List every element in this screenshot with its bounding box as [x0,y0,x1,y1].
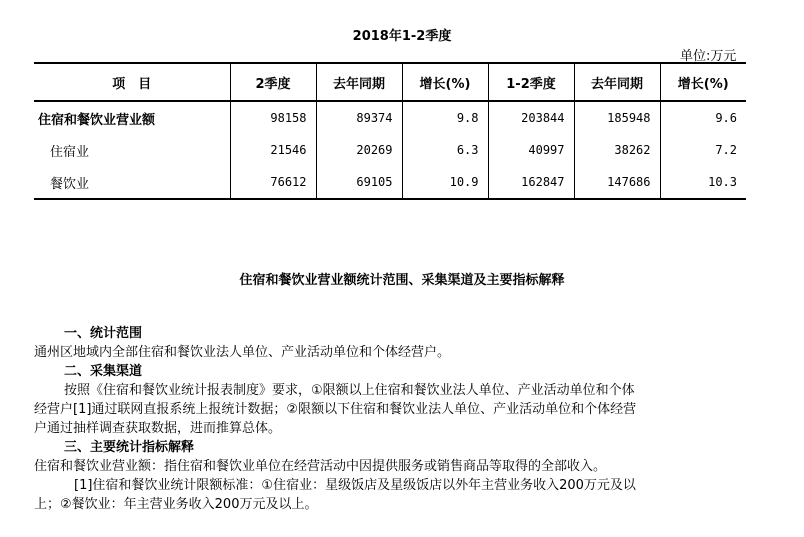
cell: 98158 [230,101,316,134]
section-heading-channel: 二、采集渠道 [64,364,143,379]
table-row [34,101,746,134]
cell: 185948 [574,101,660,134]
section-text-channel-line3: 户通过抽样调查获取数据，进而推算总体。 [34,421,282,436]
cell: 40997 [488,134,574,166]
table-row [34,166,746,199]
section-text-channel-line1: 按照《住宿和餐饮业统计报表制度》要求，①限额以上住宿和餐饮业法人单位、产业活动单位和个体 [64,383,635,398]
unit-label: 单位:万元 [680,49,737,64]
cell: 10.9 [402,166,488,199]
cell: 10.3 [660,166,746,199]
row-label: 住宿业 [50,144,90,160]
cell: 69105 [316,166,402,199]
section-heading-scope: 一、统计范围 [64,326,143,341]
cell: 147686 [574,166,660,199]
notes-body [34,324,746,514]
section-text-scope: 通州区地域内全部住宿和餐饮业法人单位、产业活动单位和个体经营户。 [34,345,451,360]
header-q1-2-growth: 增长(%) [660,63,746,101]
cell: 7.2 [660,134,746,166]
cell: 203844 [488,101,574,134]
header-q2-growth: 增长(%) [402,63,488,101]
header-q1-2-last-year: 去年同期 [574,63,660,101]
cell: 6.3 [402,134,488,166]
cell: 21546 [230,134,316,166]
row-label: 住宿和餐饮业营业额 [38,112,156,128]
cell: 38262 [574,134,660,166]
data-table [34,62,746,200]
cell: 76612 [230,166,316,199]
row-label: 餐饮业 [34,166,230,199]
header-q1-2: 1-2季度 [488,63,574,101]
cell: 9.6 [660,101,746,134]
header-item: 项 目 [34,63,230,101]
cell: 162847 [488,166,574,199]
cell: 20269 [316,134,402,166]
section-text-indicators: 住宿和餐饮业营业额：指住宿和餐饮业单位在经营活动中因提供服务或销售商品等取得的全部收入。 [34,459,607,474]
section-heading-indicators: 三、主要统计指标解释 [64,440,195,455]
section-text-channel-line2: 经营户[1]通过联网直报系统上报统计数据；②限额以下住宿和餐饮业法人单位、产业活动单位和个体经营 [34,402,637,417]
table-header-row [34,63,746,101]
header-q2: 2季度 [230,63,316,101]
footnote-line2: 上；②餐饮业：年主营业务收入200万元及以上。 [34,497,318,512]
cell: 9.8 [402,101,488,134]
header-q2-last-year: 去年同期 [316,63,402,101]
cell: 89374 [316,101,402,134]
notes-title: 住宿和餐饮业营业额统计范围、采集渠道及主要指标解释 [239,273,565,288]
report-title: 2018年1-2季度 [352,29,452,44]
table-row [34,134,746,166]
footnote-line1: [1]住宿和餐饮业统计限额标准：①住宿业：星级饭店及星级饭店以外年主营业务收入200万元及以 [74,478,636,493]
